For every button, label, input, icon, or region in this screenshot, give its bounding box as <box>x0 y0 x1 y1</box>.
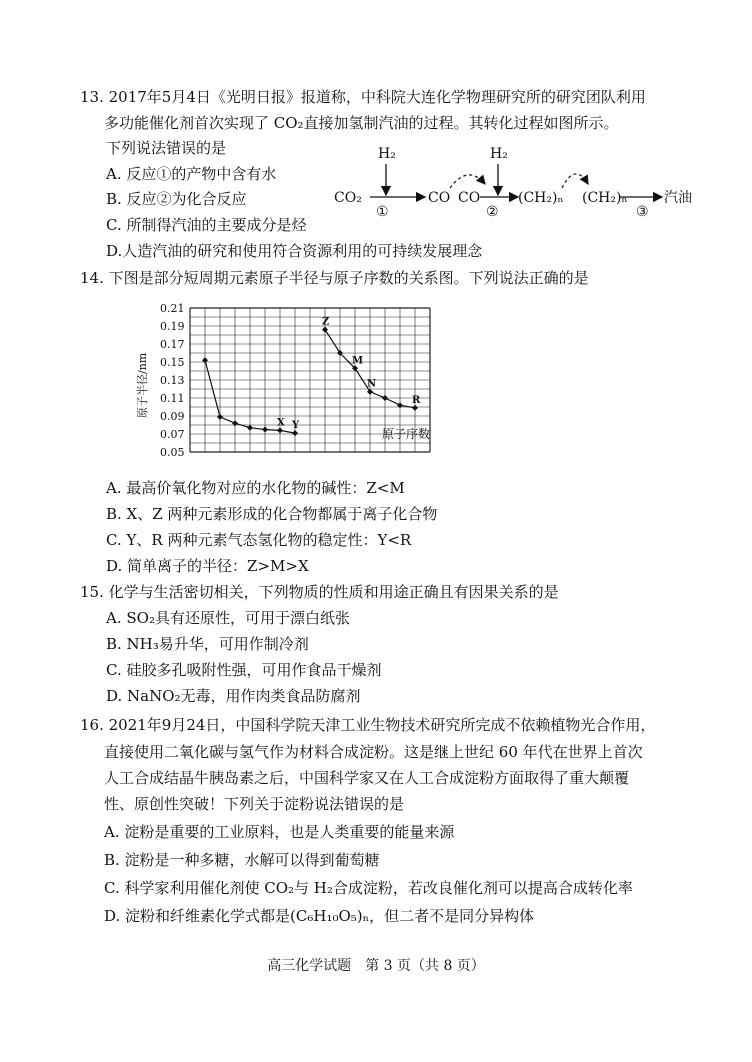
reaction-scheme <box>330 140 700 220</box>
scheme-co-a: CO <box>428 190 451 206</box>
point-label: Z <box>322 316 330 328</box>
q15-stem: 15. 化学与生活密切相关，下列物质的性质和用途正确且有因果关系的是 <box>80 583 559 601</box>
scheme-gasoline: 汽油 <box>664 190 692 206</box>
q16-stem-line1: 16. 2021年9月24日，中国科学院天津工业生物技术研究所完成不依赖植物光合作用， <box>80 716 656 734</box>
y-tick-label: 0.15 <box>160 356 185 369</box>
q16-option-d: D. 淀粉和纤维素化学式都是(C₆H₁₀O₅)ₙ，但二者不是同分异构体 <box>104 907 535 925</box>
data-point <box>232 420 238 426</box>
q14-option-c: C. Y、R 两种元素气态氢化物的稳定性：Y<R <box>106 531 412 549</box>
scheme-step2: ② <box>486 204 499 220</box>
data-point <box>202 357 208 363</box>
scheme-step3: ③ <box>636 204 649 220</box>
q16-option-a: A. 淀粉是重要的工业原料，也是人类重要的能量来源 <box>104 823 455 841</box>
point-label: M <box>352 355 364 367</box>
scheme-co2: CO₂ <box>334 190 362 206</box>
y-tick-label: 0.09 <box>160 410 185 423</box>
chart-y-axis-label: 原子半径/nm <box>136 352 149 418</box>
q14-option-a: A. 最高价氧化物对应的水化物的碱性：Z<M <box>106 479 405 497</box>
scheme-ch2n-b: (CH₂)ₙ <box>582 190 628 206</box>
scheme-dashed-arrow-1 <box>450 175 485 188</box>
q13-stem-line1: 13. 2017年5月4日《光明日报》报道称，中科院大连化学物理研究所的研究团队利用 <box>80 88 646 106</box>
chart-x-axis-label: 原子序数 <box>382 427 431 441</box>
atomic-radius-chart <box>128 298 448 474</box>
page-footer: 高三化学试题 第 3 页（共 8 页） <box>267 958 485 974</box>
q15-option-c: C. 硅胶多孔吸附性强，可用作食品干燥剂 <box>106 661 382 679</box>
data-point <box>397 402 403 408</box>
q14-option-b: B. X、Z 两种元素形成的化合物都属于离子化合物 <box>106 505 438 523</box>
scheme-step1: ① <box>376 204 389 220</box>
q16-stem-line4: 性、原创性突破！下列关于淀粉说法错误的是 <box>104 795 405 813</box>
q15-option-d: D. NaNO₂无毒，用作肉类食品防腐剂 <box>106 687 361 705</box>
data-point <box>247 425 253 431</box>
scheme-h2-a: H₂ <box>378 146 396 162</box>
q16-stem-line2: 直接使用二氧化碳与氢气作为材料合成淀粉。这是继上世纪 60 年代在世界上首次 <box>104 743 643 761</box>
q16-stem-line3: 人工合成结晶牛胰岛素之后，中国科学家又在人工合成淀粉方面取得了重大颠覆 <box>104 769 630 787</box>
scheme-ch2n-a: (CH₂)ₙ <box>518 190 564 206</box>
q13-option-a: A. 反应①的产物中含有水 <box>106 165 277 183</box>
point-label: Y <box>292 420 300 432</box>
point-label: R <box>412 394 421 406</box>
y-tick-label: 0.17 <box>160 338 185 351</box>
q13-stem-line3: 下列说法错误的是 <box>106 139 227 157</box>
y-tick-label: 0.21 <box>160 302 185 315</box>
data-point <box>217 414 223 420</box>
point-label: N <box>367 378 377 390</box>
q13-stem-line2: 多功能催化剂首次实现了 CO₂直接加氢制汽油的过程。其转化过程如图所示。 <box>104 114 619 132</box>
q14-stem: 14. 下图是部分短周期元素原子半径与原子序数的关系图。下列说法正确的是 <box>80 269 589 287</box>
q13-option-b: B. 反应②为化合反应 <box>106 190 247 208</box>
q15-option-b: B. NH₃易升华，可用作制冷剂 <box>106 635 309 653</box>
y-tick-label: 0.05 <box>160 446 185 459</box>
y-tick-label: 0.07 <box>160 428 185 441</box>
scheme-co-b: CO <box>458 190 481 206</box>
q15-option-a: A. SO₂具有还原性，可用于漂白纸张 <box>106 609 350 627</box>
y-tick-label: 0.19 <box>160 320 185 333</box>
scheme-h2-b: H₂ <box>490 146 508 162</box>
q14-option-d: D. 简单离子的半径：Z>M>X <box>106 557 309 575</box>
y-tick-label: 0.11 <box>160 392 185 405</box>
q13-option-c: C. 所制得汽油的主要成分是烃 <box>106 216 307 234</box>
scheme-dashed-arrow-2 <box>562 174 588 188</box>
q16-option-c: C. 科学家利用催化剂使 CO₂与 H₂合成淀粉，若改良催化剂可以提高合成转化率 <box>104 879 633 897</box>
data-point <box>262 427 268 433</box>
y-tick-label: 0.13 <box>160 374 185 387</box>
q13-option-d: D.人造汽油的研究和使用符合资源利用的可持续发展理念 <box>106 242 483 260</box>
point-label: X <box>277 417 285 429</box>
data-point <box>382 395 388 401</box>
q16-option-b: B. 淀粉是一种多糖，水解可以得到葡萄糖 <box>104 851 380 869</box>
